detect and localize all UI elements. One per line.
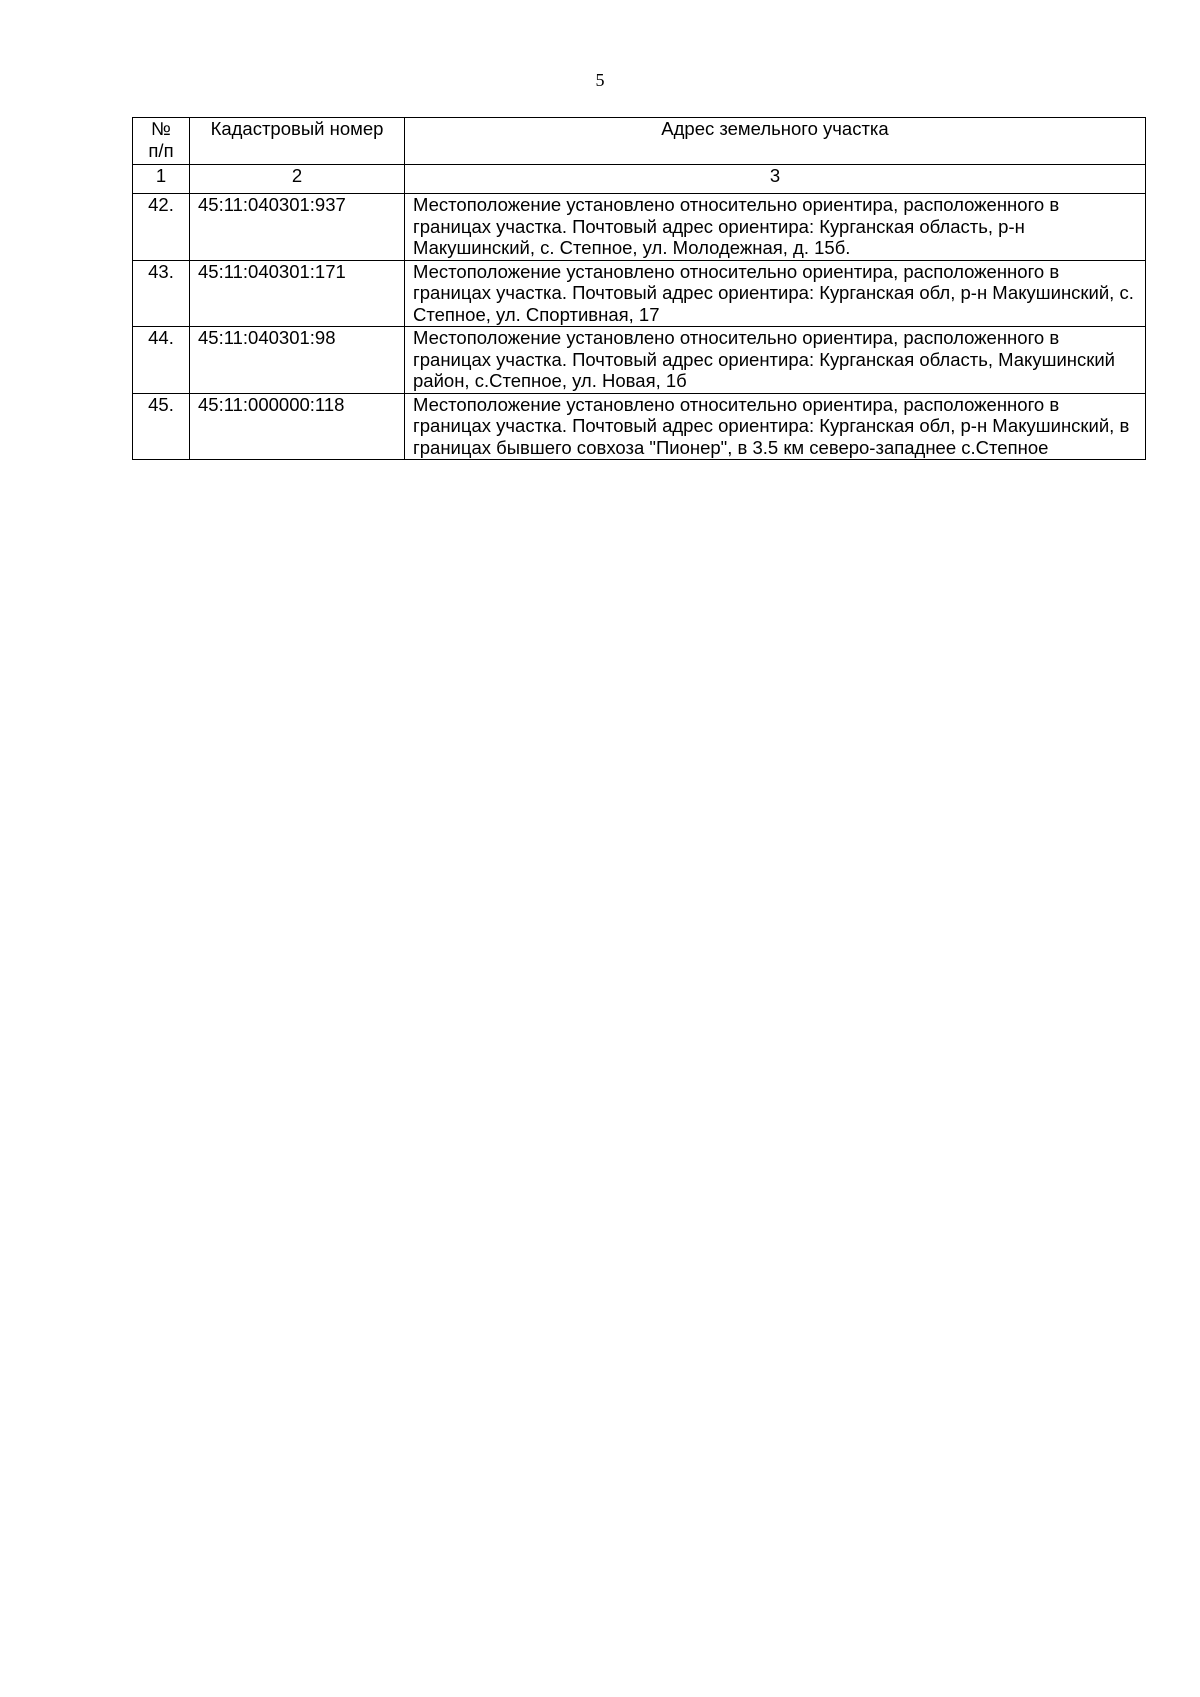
row-index: 42. <box>133 194 190 261</box>
column-number-row <box>133 165 1146 194</box>
plot-address: Местоположение установлено относительно ориентира, расположенного в границах участка. Почтовый адрес ориентира: Курганская область, р-н Макушинский, с. Степное, ул. Молодежная, д. 15б. <box>405 194 1146 261</box>
column-number: 1 <box>133 165 190 194</box>
row-index: 44. <box>133 327 190 394</box>
table-row <box>133 393 1146 460</box>
cadastral-number: 45:11:040301:98 <box>190 327 405 394</box>
land-plots-table <box>132 117 1146 460</box>
column-number: 3 <box>405 165 1146 194</box>
header-index: № п/п <box>133 118 190 165</box>
row-index: 43. <box>133 260 190 327</box>
cadastral-number: 45:11:040301:171 <box>190 260 405 327</box>
row-index: 45. <box>133 393 190 460</box>
column-number: 2 <box>190 165 405 194</box>
plot-address: Местоположение установлено относительно ориентира, расположенного в границах участка. Почтовый адрес ориентира: Курганская обл, р-н Макушинский, в границах бывшего совхоза "Пионер", в 3.5 км северо-западнее с.Степное <box>405 393 1146 460</box>
plot-address: Местоположение установлено относительно ориентира, расположенного в границах участка. Почтовый адрес ориентира: Курганская обл, р-н Макушинский, с. Степное, ул. Спортивная, 17 <box>405 260 1146 327</box>
header-address: Адрес земельного участка <box>405 118 1146 165</box>
header-cadastral-number: Кадастровый номер <box>190 118 405 165</box>
table-row <box>133 260 1146 327</box>
cadastral-number: 45:11:040301:937 <box>190 194 405 261</box>
table-header-row <box>133 118 1146 165</box>
table-row <box>133 194 1146 261</box>
cadastral-number: 45:11:000000:118 <box>190 393 405 460</box>
page-number: 5 <box>595 70 605 90</box>
plot-address: Местоположение установлено относительно ориентира, расположенного в границах участка. Почтовый адрес ориентира: Курганская область, Макушинский район, с.Степное, ул. Новая, 1б <box>405 327 1146 394</box>
table-row <box>133 327 1146 394</box>
